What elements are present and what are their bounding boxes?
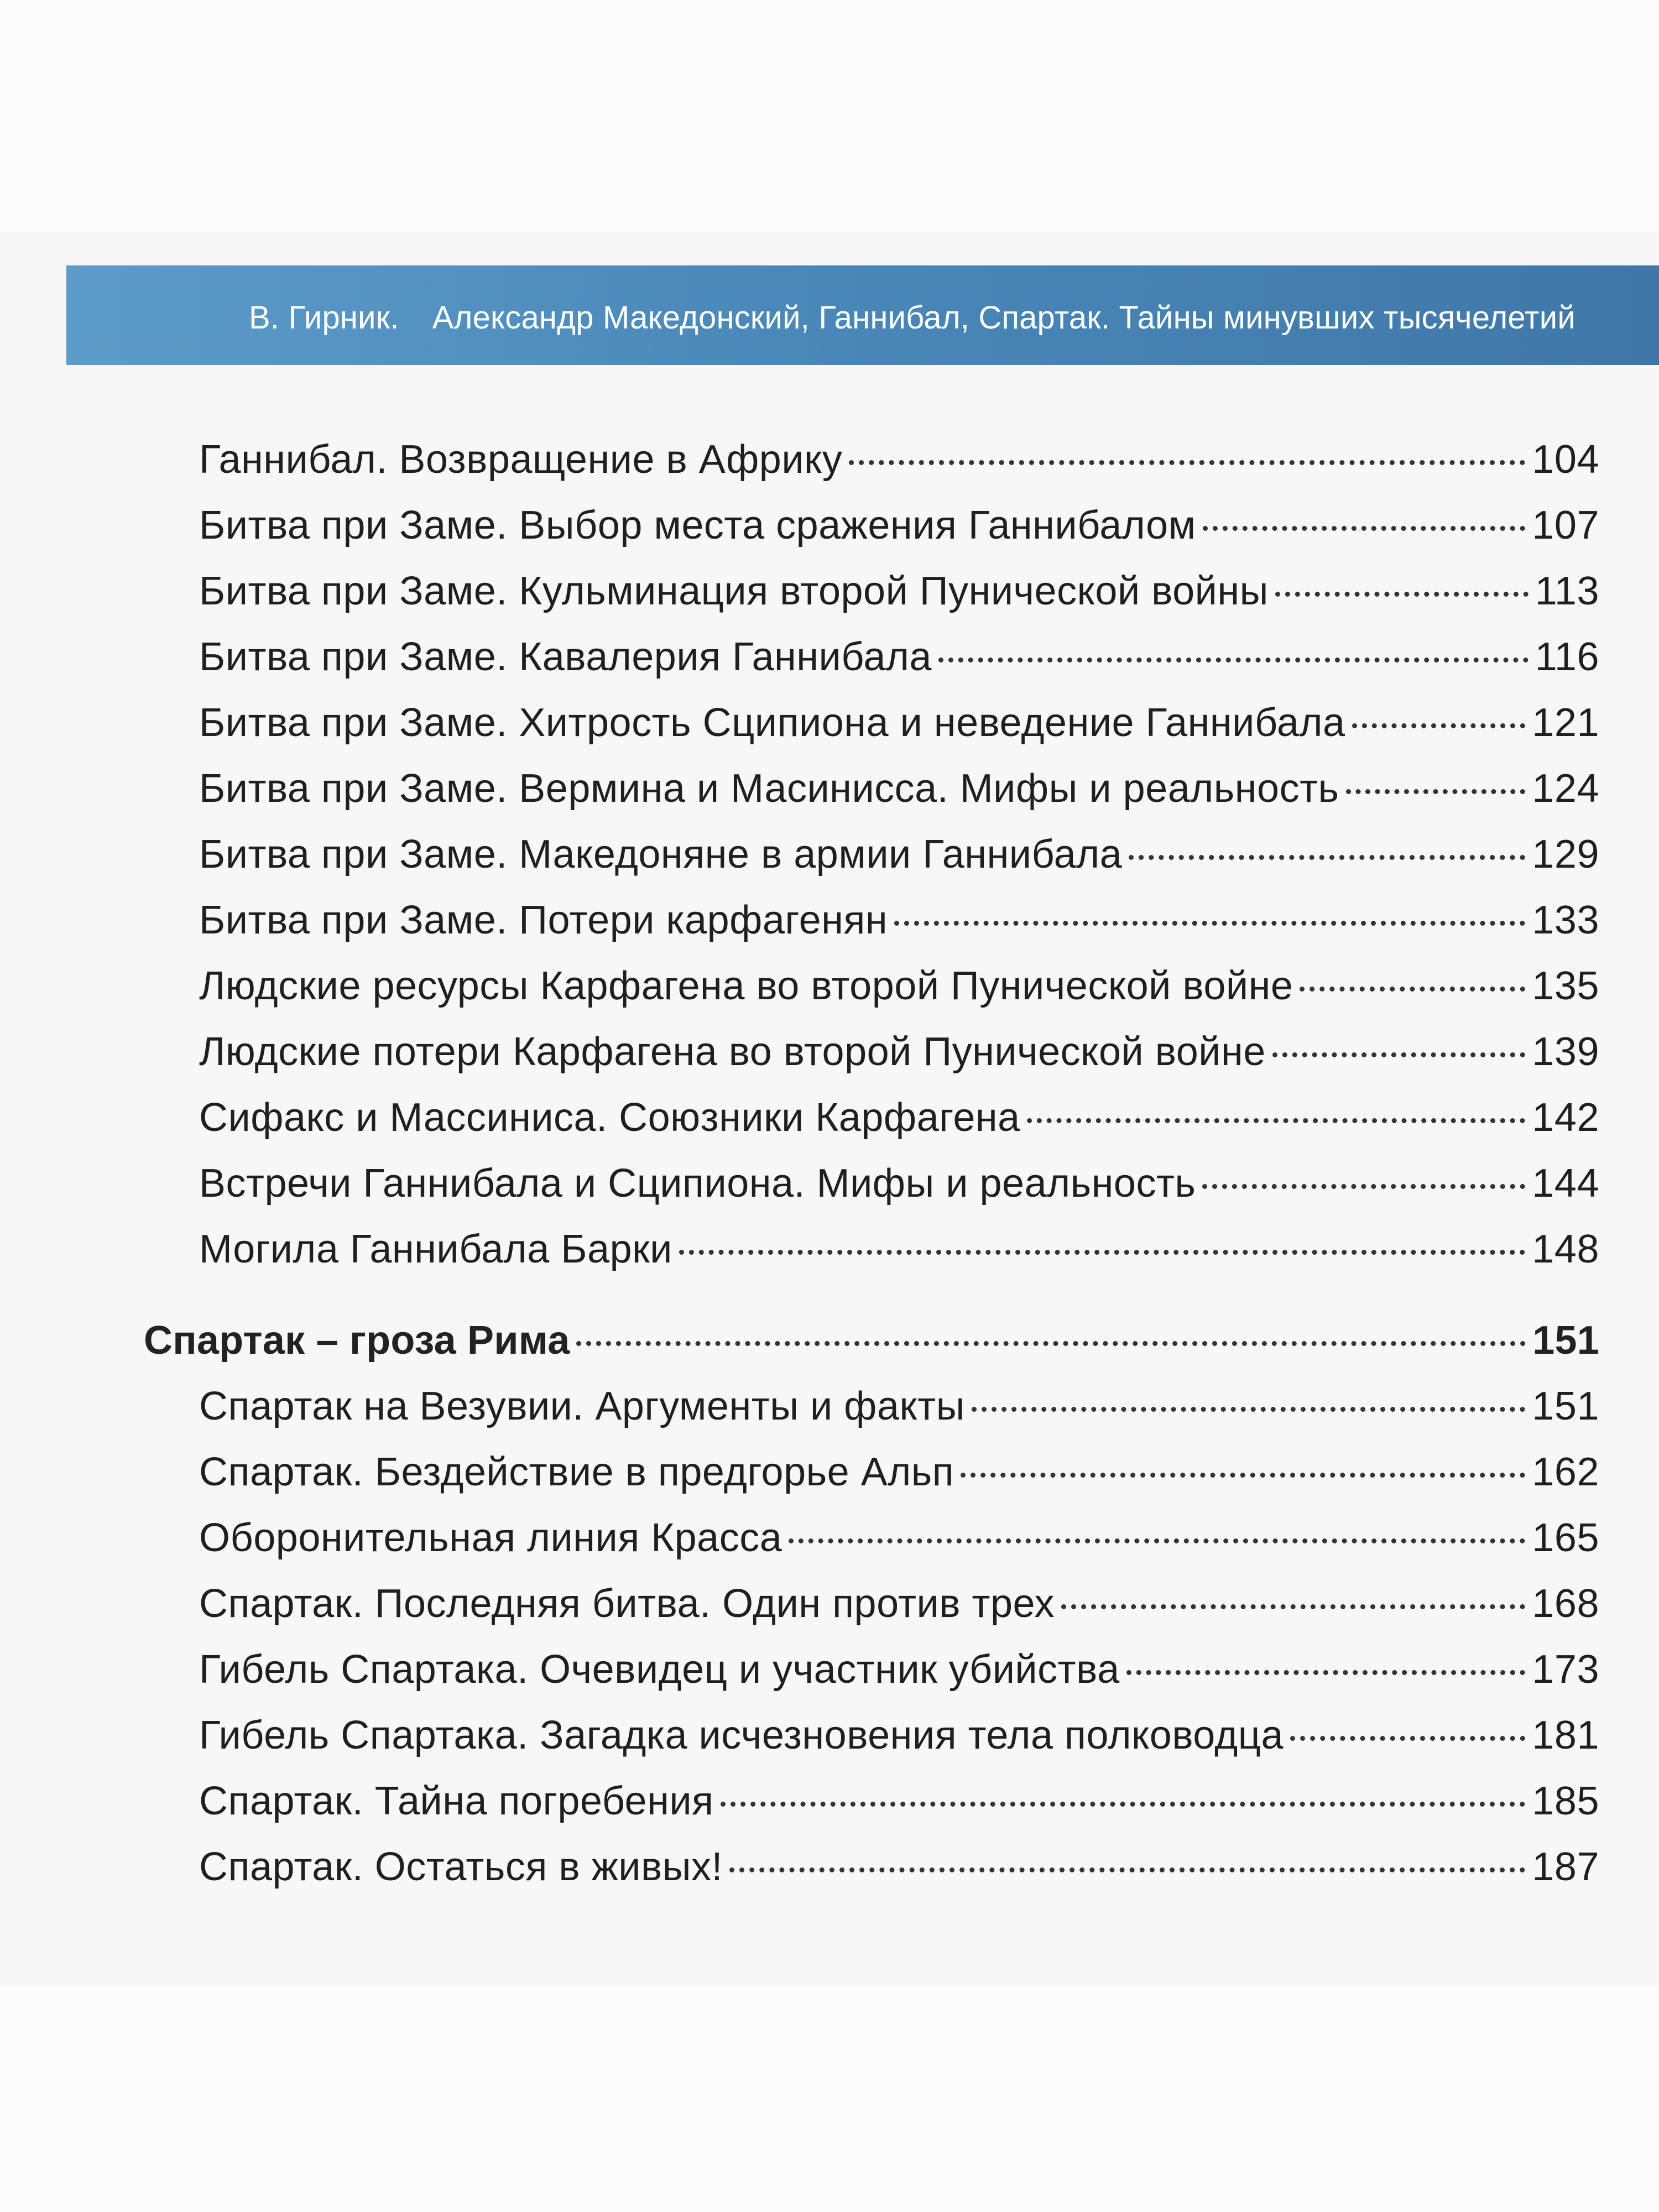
toc-entry [144, 1581, 1599, 1647]
toc-entry-title: Людские ресурсы Карфагена во второй Пунической войне [199, 964, 1293, 1008]
toc-entry-page: 116 [1535, 635, 1599, 679]
toc-leader-dots [1275, 592, 1528, 597]
toc-entry [144, 1384, 1599, 1449]
toc-entry-title: Битва при Заме. Хитрость Сципиона и неведение Ганнибала [199, 701, 1345, 745]
header-author: В. Гирник. [249, 300, 399, 336]
toc-chapter-title: Спартак – гроза Рима [144, 1318, 570, 1363]
toc-leader-dots [729, 1867, 1525, 1872]
toc-leader-dots [1203, 526, 1526, 531]
toc-entry [144, 1227, 1599, 1292]
toc-entry-page: 173 [1532, 1647, 1599, 1692]
toc-entry-title: Гибель Спартака. Загадка исчезновения тела полководца [199, 1713, 1284, 1757]
toc-entry-page: 133 [1532, 898, 1599, 942]
toc-leader-dots [1290, 1736, 1525, 1741]
toc-entry [144, 1449, 1599, 1515]
toc-entry-title: Битва при Заме. Потери карфагенян [199, 898, 888, 942]
toc-leader-dots [894, 921, 1525, 926]
toc-entry-title: Битва при Заме. Кульминация второй Пунической войны [199, 569, 1269, 613]
toc-entry [144, 1713, 1599, 1778]
toc-entry-page: 181 [1532, 1713, 1599, 1757]
toc-entry-title: Битва при Заме. Кавалерия Ганнибала [199, 635, 932, 679]
toc-entry [144, 963, 1599, 1029]
toc-entry [144, 568, 1599, 634]
toc-entry-page: 144 [1532, 1161, 1599, 1206]
toc-entry-page: 151 [1532, 1384, 1599, 1428]
toc-entry-page: 124 [1532, 766, 1599, 811]
toc-entry-title: Спартак. Бездействие в предгорье Альп [199, 1450, 954, 1494]
toc-entry [144, 1095, 1599, 1161]
toc-leader-dots [789, 1538, 1525, 1543]
toc-entry [144, 700, 1599, 766]
toc-entry-page: 168 [1532, 1582, 1599, 1626]
toc-entry [144, 832, 1599, 898]
toc-entry-title: Гибель Спартака. Очевидец и участник убийства [199, 1647, 1120, 1692]
toc-entry-title: Спартак. Остаться в живых! [199, 1845, 723, 1889]
toc-entry-page: 121 [1532, 701, 1599, 745]
toc-entry-title: Битва при Заме. Выбор места сражения Ганнибалом [199, 503, 1196, 547]
toc-entry-page: 148 [1532, 1227, 1599, 1271]
toc-entry [144, 1647, 1599, 1713]
toc-entry-page: 165 [1532, 1516, 1599, 1560]
toc-entry-title: Битва при Заме. Македоняне в армии Ганнибала [199, 832, 1123, 877]
toc-leader-dots [1027, 1118, 1526, 1123]
toc-leader-dots [1272, 1052, 1526, 1057]
toc-entry-title: Спартак. Тайна погребения [199, 1779, 714, 1823]
toc-entry-title: Ганнибал. Возвращение в Африку [199, 437, 843, 482]
toc-entry [144, 1515, 1599, 1581]
toc-entry-page: 107 [1532, 503, 1599, 547]
toc-entry-title: Оборонительная линия Красса [199, 1516, 782, 1560]
toc-leader-dots [938, 658, 1528, 662]
toc-entry [144, 1844, 1599, 1910]
toc-entry-title: Встречи Ганнибала и Сципиона. Мифы и реальность [199, 1161, 1196, 1206]
table-of-contents [144, 437, 1599, 1910]
running-header [66, 265, 1659, 365]
toc-entry-page: 187 [1532, 1845, 1599, 1889]
toc-leader-dots [1202, 1184, 1525, 1189]
toc-leader-dots [849, 460, 1525, 465]
toc-entry-page: 129 [1532, 832, 1599, 877]
toc-chapter-page: 151 [1532, 1318, 1599, 1363]
toc-leader-dots [1300, 987, 1525, 992]
toc-entry [144, 766, 1599, 832]
toc-entry-page: 104 [1532, 437, 1599, 482]
toc-leader-dots [1061, 1604, 1525, 1609]
toc-entry [144, 898, 1599, 963]
toc-leader-dots [679, 1250, 1526, 1255]
running-header-text [249, 265, 1575, 365]
toc-entry-title: Спартак на Везувии. Аргументы и факты [199, 1384, 965, 1428]
toc-entry-page: 135 [1532, 964, 1599, 1008]
toc-leader-dots [1126, 1670, 1526, 1675]
toc-entry-title: Спартак. Последняя битва. Один против трех [199, 1582, 1055, 1626]
toc-chapter [144, 1318, 1599, 1384]
toc-leader-dots [576, 1341, 1526, 1346]
toc-leader-dots [1346, 789, 1526, 794]
toc-entry-title: Битва при Заме. Вермина и Масинисса. Мифы и реальность [199, 766, 1339, 811]
toc-entry-title: Сифакс и Массиниса. Союзники Карфагена [199, 1095, 1020, 1140]
toc-entry-page: 185 [1532, 1779, 1599, 1823]
toc-leader-dots [961, 1473, 1525, 1478]
toc-entry-page: 162 [1532, 1450, 1599, 1494]
toc-leader-dots [1129, 855, 1525, 860]
toc-entry-title: Людские потери Карфагена во второй Пунической войне [199, 1030, 1266, 1074]
header-book-title: Александр Македонский, Ганнибал, Спартак. Тайны минувших тысячелетий [432, 300, 1575, 336]
toc-entry-title: Могила Ганнибала Барки [199, 1227, 672, 1271]
toc-leader-dots [972, 1407, 1525, 1412]
toc-leader-dots [1352, 723, 1526, 728]
toc-entry [144, 1161, 1599, 1227]
toc-entry [144, 1778, 1599, 1844]
toc-entry [144, 437, 1599, 503]
toc-entry [144, 634, 1599, 700]
toc-entry [144, 503, 1599, 568]
toc-entry-page: 139 [1532, 1030, 1599, 1074]
toc-leader-dots [721, 1802, 1526, 1807]
toc-entry-page: 113 [1535, 569, 1599, 613]
toc-entry-page: 142 [1532, 1095, 1599, 1140]
toc-entry [144, 1029, 1599, 1095]
